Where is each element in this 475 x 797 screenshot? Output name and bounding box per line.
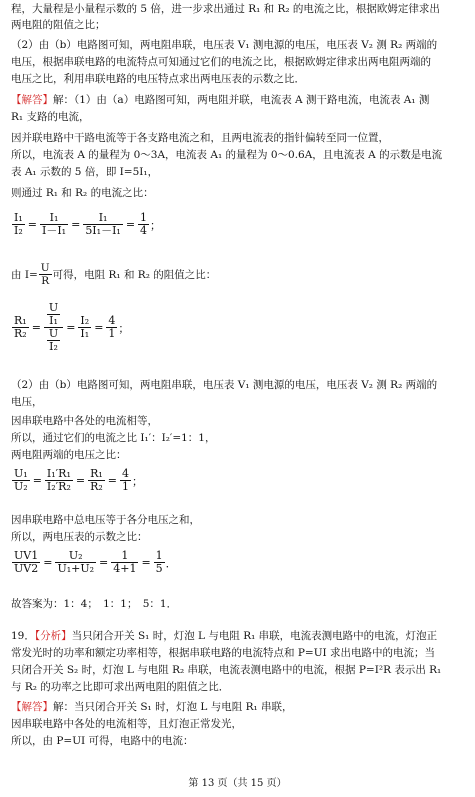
text-line [11,629,467,643]
answer-tag: 【解答】 [11,701,53,713]
equation-current-ratio: $\frac{\text{I₁}}{\text{I₂}}$ = $\frac{\text{I₁}}{\text{I－I₁}}$ = $\frac{\text{I₁}}{\text{5I₁－I₁}}$ = $\frac{1}{4}$ ； [14,211,162,237]
text-span: 解：当只闭合开关 S₁ 时，灯泡 L 与电阻 R₁ 串联， [53,701,293,713]
text-line: 两电阻的阻值之比； [11,19,106,31]
text-line: 与 R₂ 的功率之比即可求出两电阻的阻值之比． [11,681,230,693]
text-line: 只闭合开关 S₂ 时，灯泡 L 与电阻 R₂ 串联，电流表测电路中的电流，根据 P=I²R 表示出 R₁ [11,664,442,676]
text-line: 因串联电路中总电压等于各分电压之和， [11,514,200,526]
page-footer: 第 13 页（共 15 页） [188,778,287,789]
text-line [11,93,467,107]
text-line: 电压， [11,396,43,408]
analysis-tag: 【分析】 [34,630,72,642]
text-span: 解：（1）由（a）电路图可知，两电阻并联，电流表 A 测干路电流，电流表 A₁ 测 [53,94,430,106]
text-line: （2）由（b）电路图可知，两电阻串联，电压表 V₁ 测电源的电压，电压表 V₂ 测 R₂ 两端的 [11,39,438,51]
final-answer: 故答案为：1：4； 1：1； 5：1． [11,598,178,610]
text-line: 因串联电路中各处的电流相等， [11,415,158,427]
text-line: R₁ 支路的电流， [11,111,90,123]
text-line: 所以，通过它们的电流之比 I₁′：I₂′=1：1， [11,432,216,444]
text-span: 当只闭合开关 S₁ 时，灯泡 L 与电阻 R₁ 串联，电流表测电路中的电流，灯泡正 [71,630,438,642]
text-line [11,700,467,714]
text-line: 两电阻两端的电压之比： [11,449,127,461]
text-line: 程，大量程是小量程示数的 5 倍，进一步求出通过 R₁ 和 R₂ 的电流之比，根据欧姆定律求出 [11,3,440,15]
ohm-law-line: 由 I= $\frac{U}{R}$ 可得，电阻 R₁ 和 R₂ 的阻值之比： [11,262,217,287]
text-line: 所以，电流表 A 的量程为 0～3A，电流表 A₁ 的量程为 0～0.6A，且电流表 A 的示数是电流 [11,149,443,161]
equation-voltage-ratio: $\frac{\text{U₁}}{\text{U₂}}$ = $\frac{\text{I₁′R₁}}{\text{I₂′R₂}}$ = $\frac{\text{R₁}}{\text{R₂}}$ = $\frac{4}{1}$ ； [14,467,143,493]
equation-meter-ratio: $\frac{UV1}{UV2}$ = $\frac{\text{U₂}}{\text{U₁+U₂}}$ = $\frac{1}{4+1}$ = $\frac{1}{5}$ ． [14,549,177,575]
text-line: 则通过 R₁ 和 R₂ 的电流之比： [11,187,154,199]
text-line: 所以，由 P=UI 可得，电路中的电流： [11,735,194,747]
question-number: 19． [11,630,35,642]
answer-tag: 【解答】 [11,94,53,106]
text-line: 因串联电路中各处的电流相等，且灯泡正常发光， [11,718,242,730]
text-line: （2）由（b）电路图可知，两电阻串联，电压表 V₁ 测电源的电压，电压表 V₂ 测 R₂ 两端的 [11,379,438,391]
text-line: 电压，根据串联电路的电流特点可知通过它们的电流之比，根据欧姆定律求出两电阻两端的 [11,56,431,68]
text-line: 所以，两电压表的示数之比： [11,531,148,543]
text-line: 常发光时的功率和额定功率相等，根据串联电路的电流特点和 P=UI 求出电路中的电流；当 [11,647,436,659]
text-line: 因并联电路中干路电流等于各支路电流之和，且两电流表的指针偏转至同一位置， [11,132,389,144]
equation-resistance-ratio: $\frac{\text{R₁}}{\text{R₂}}$ = $\frac{\frac{U}{\text{I₁}}}{\frac{U}{\text{I₂}}}$ = $\frac{\text{I₂}}{\text{I₁}}$ = $\frac{4}{1}$ ； [14,301,130,353]
text-line: 表 A₁ 示数的 5 倍，即 I=5I₁， [11,166,159,178]
text-line: 电压之比，利用串联电路的电压特点求出两电压表的示数之比． [11,73,305,85]
